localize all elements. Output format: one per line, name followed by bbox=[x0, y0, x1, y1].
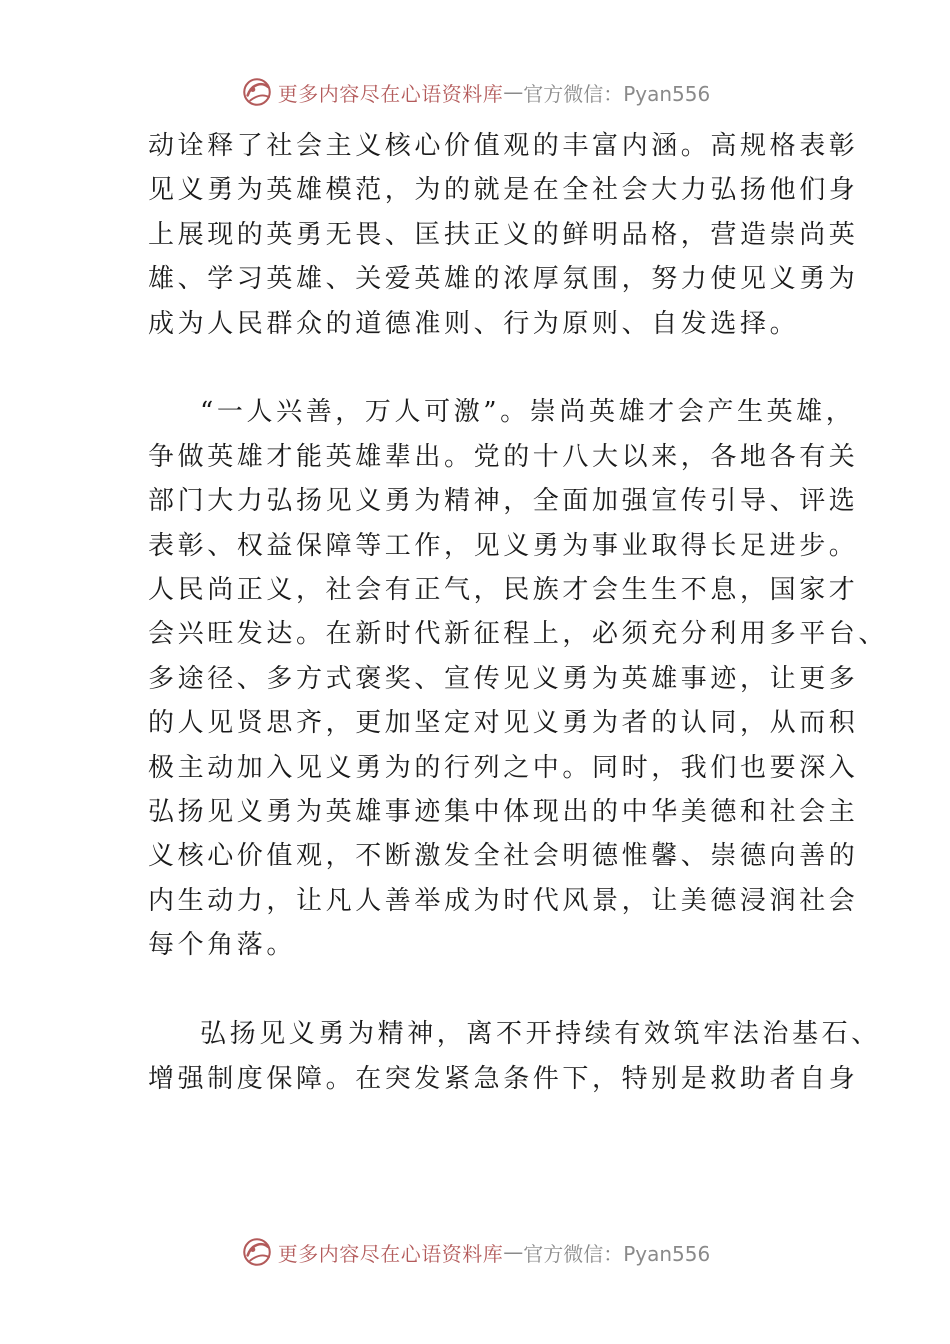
text-line: 极主动加入见义勇为的行列之中。同时，我们也要深入 bbox=[148, 752, 859, 783]
text-line: 增强制度保障。在突发紧急条件下，特别是救助者自身 bbox=[148, 1063, 859, 1094]
header-watermark-banner bbox=[0, 72, 950, 112]
text-line: 人民尚正义，社会有正气，民族才会生生不息，国家才 bbox=[148, 575, 859, 606]
banner-dash: — bbox=[503, 1240, 524, 1264]
text-line: 内生动力，让凡人善举成为时代风景，让美德浸润社会 bbox=[148, 885, 859, 916]
paragraph-1 bbox=[148, 124, 859, 346]
document-body bbox=[148, 124, 889, 1145]
banner-wechat: 官方微信：Pyan556 bbox=[523, 1241, 711, 1266]
text-line: 雄、学习英雄、关爱英雄的浓厚氛围，努力使见义勇为 bbox=[148, 264, 859, 295]
text-line: 动诠释了社会主义核心价值观的丰富内涵。高规格表彰 bbox=[148, 131, 859, 161]
paragraph-3 bbox=[148, 1012, 881, 1101]
text-line: 每个角落。 bbox=[148, 930, 297, 961]
banner-text: 更多内容尽在心语资料库 bbox=[277, 81, 504, 106]
paragraph-2 bbox=[148, 390, 889, 967]
text-line: 表彰、权益保障等工作，见义勇为事业取得长足进步。 bbox=[148, 530, 859, 561]
banner-dash: — bbox=[503, 80, 524, 104]
banner-text: 更多内容尽在心语资料库 bbox=[277, 1241, 504, 1266]
footer-watermark-banner bbox=[0, 1232, 950, 1272]
text-line: 见义勇为英雄模范，为的就是在全社会大力弘扬他们身 bbox=[148, 175, 859, 206]
text-line: 上展现的英勇无畏、匡扶正义的鲜明品格，营造崇尚英 bbox=[148, 219, 859, 250]
text-line: 成为人民群众的道德准则、行为原则、自发选择。 bbox=[148, 308, 800, 339]
text-line: 义核心价值观，不断激发全社会明德惟馨、崇德向善的 bbox=[148, 841, 859, 872]
text-line: 的人见贤思齐，更加坚定对见义勇为者的认同，从而积 bbox=[148, 708, 859, 739]
text-line: 弘扬见义勇为精神，离不开持续有效筑牢法治基石、 bbox=[200, 1019, 881, 1050]
text-line: “一人兴善，万人可激”。崇尚英雄才会产生英雄， bbox=[200, 397, 856, 428]
text-line: 争做英雄才能英雄辈出。党的十八大以来，各地各有关 bbox=[148, 441, 859, 472]
text-line: 会兴旺发达。在新时代新征程上，必须充分利用多平台、 bbox=[148, 619, 889, 650]
banner-wechat: 官方微信：Pyan556 bbox=[523, 81, 711, 106]
text-line: 多途径、多方式褒奖、宣传见义勇为英雄事迹，让更多 bbox=[148, 663, 859, 694]
stylized-heart-logo-icon bbox=[240, 75, 274, 109]
text-line: 弘扬见义勇为英雄事迹集中体现出的中华美德和社会主 bbox=[148, 797, 859, 828]
text-line: 部门大力弘扬见义勇为精神，全面加强宣传引导、评选 bbox=[148, 486, 859, 517]
stylized-heart-logo-icon bbox=[240, 1235, 274, 1269]
